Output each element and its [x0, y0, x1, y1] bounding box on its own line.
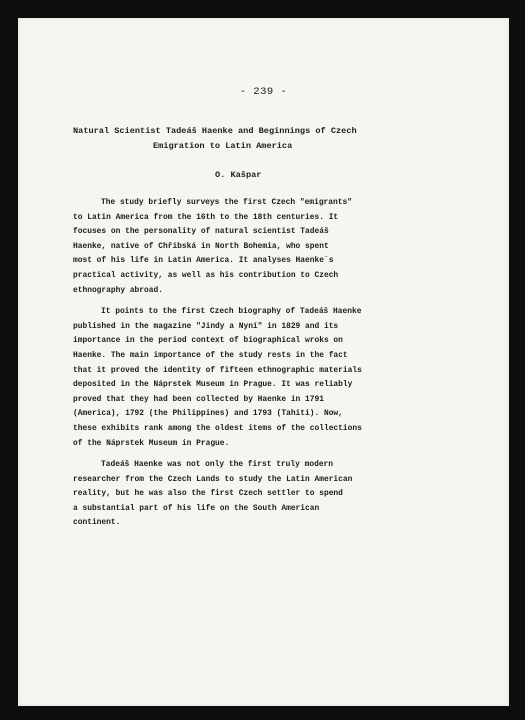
text-line: to Latin America from the 16th to the 18th centuries. It	[73, 212, 339, 222]
text-line: (America), 1792 (the Philippines) and 1793 (Tahiti). Now,	[73, 409, 343, 419]
text-line: Haenke. The main importance of the study rests in the fact	[73, 350, 348, 360]
text-line: published in the magazine "Jindy a Nyní" in 1829 and its	[73, 321, 339, 331]
author-name: O. Kašpar	[215, 170, 262, 180]
text-line: continent.	[73, 518, 121, 528]
text-line: that it proved the identity of fifteen ethnographic materials	[73, 365, 362, 375]
paragraph-2	[73, 305, 453, 451]
paragraph-1	[73, 196, 453, 298]
text-line: a substantial part of his life on the South American	[73, 503, 320, 513]
document-page	[18, 18, 509, 706]
text-line: deposited in the Náprstek Museum in Prague. It was reliably	[73, 380, 353, 390]
abstract-body	[73, 196, 453, 538]
text-line: of the Náprstek Museum in Prague.	[73, 438, 230, 448]
paragraph-3	[73, 458, 453, 531]
text-line: proved that they had been collected by Haenke in 1791	[73, 394, 324, 404]
title-line-2: Emigration to Latin America	[153, 141, 293, 151]
text-line: reality, but he was also the first Czech settler to spend	[73, 489, 343, 499]
page-number: - 239 -	[239, 86, 288, 98]
text-line: these exhibits rank among the oldest items of the collections	[73, 423, 362, 433]
text-line: The study briefly surveys the first Czech "emigrants"	[101, 198, 352, 207]
text-line: focuses on the personality of natural scientist Tadeáš	[73, 227, 329, 237]
article-title	[73, 124, 453, 154]
text-line: importance in the period context of biographical wroks on	[73, 336, 343, 346]
text-line: Tadeáš Haenke was not only the first truly modern	[101, 460, 334, 470]
text-line: Haenke, native of Chřibská in North Bohemia, who spent	[73, 241, 329, 251]
text-line: practical activity, as well as his contribution to Czech	[73, 270, 339, 280]
text-line: ethnography abroad.	[73, 285, 163, 295]
title-line-1: Natural Scientist Tadeáš Haenke and Beginnings of Czech	[73, 126, 357, 136]
text-line: researcher from the Czech Lands to study the Latin American	[73, 474, 353, 484]
text-line: most of his life in Latin America. It analyses Haenke´s	[73, 256, 334, 266]
text-line: It points to the first Czech biography of Tadeáš Haenke	[101, 307, 362, 317]
